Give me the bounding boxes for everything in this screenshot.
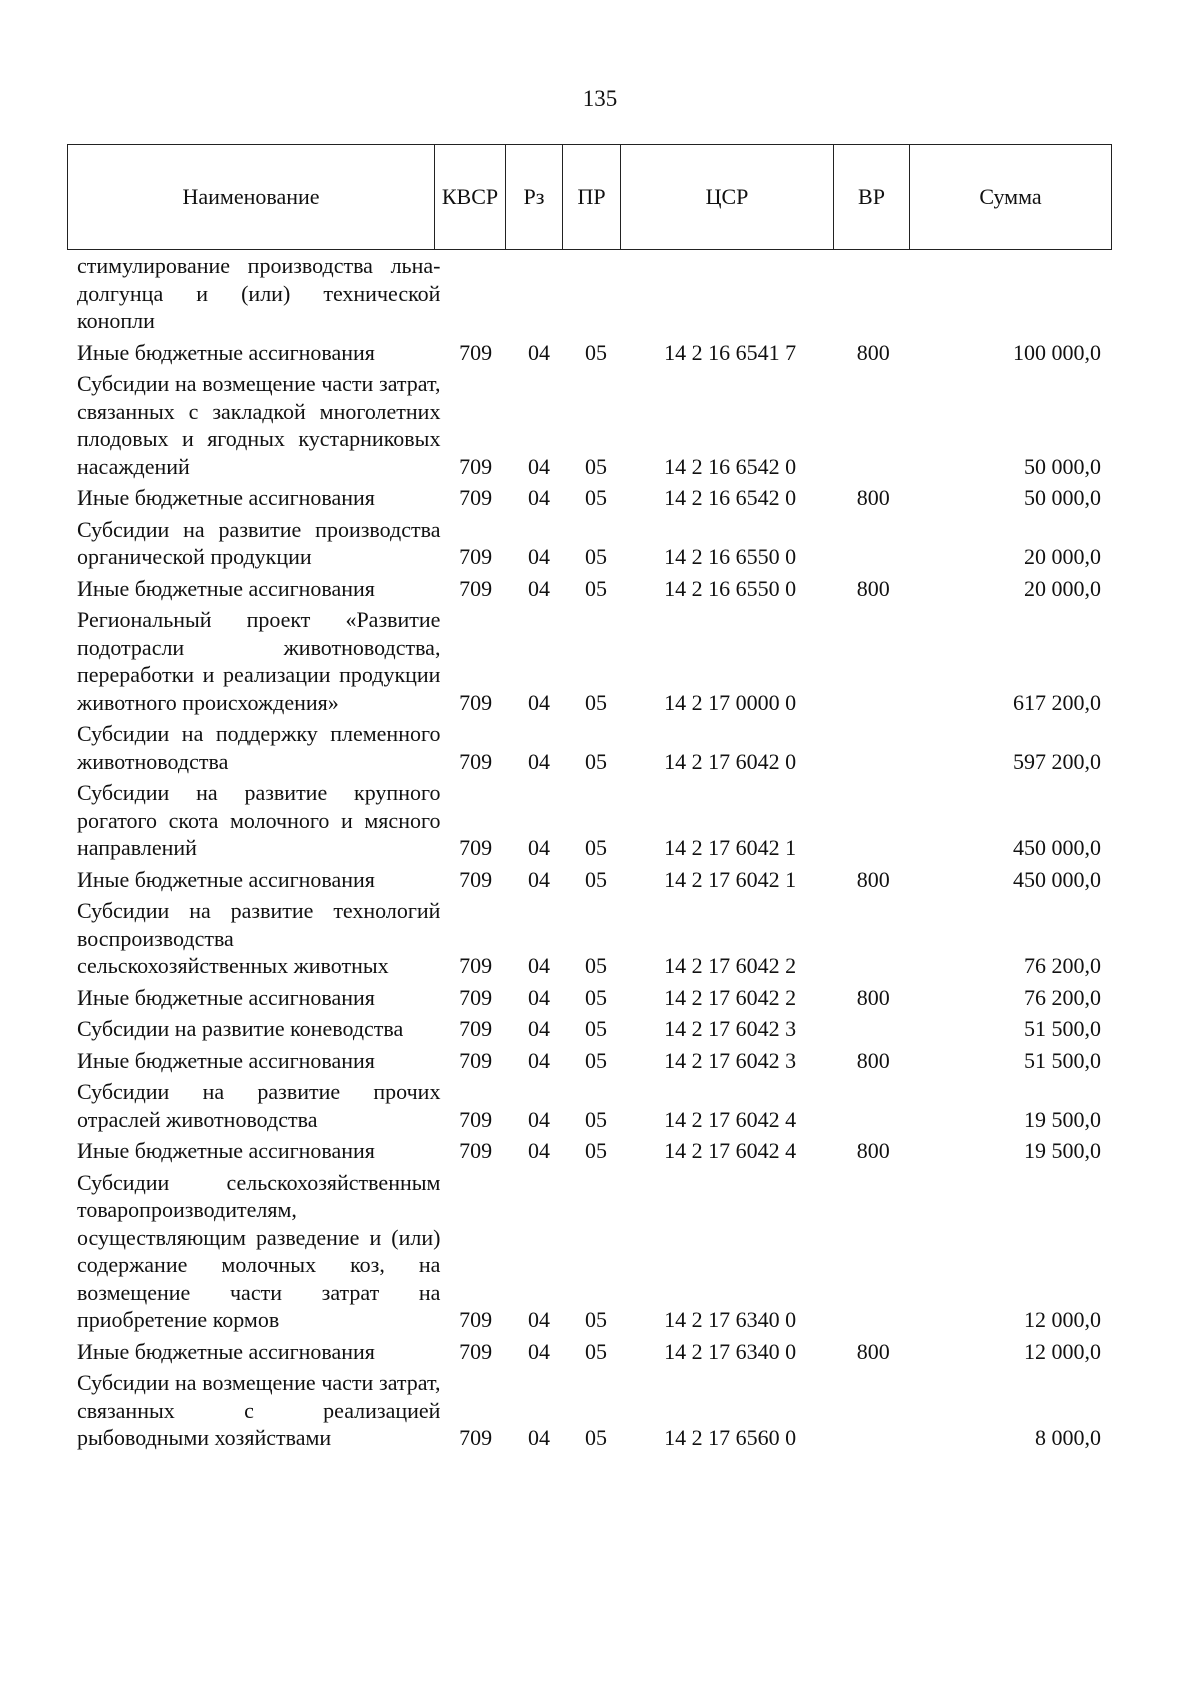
amount: 76 200,0 [1024, 984, 1101, 1010]
pr-code: 05 [584, 544, 607, 569]
table-row [67, 984, 1111, 1012]
amount: 100 000,0 [1013, 339, 1101, 365]
pr-code: 05 [584, 485, 607, 510]
pr-code: 05 [584, 453, 607, 479]
table-row [67, 1169, 1111, 1334]
table-row [67, 370, 1111, 480]
item-name: Иные бюджетные ассигнования [77, 1047, 375, 1073]
table-header [67, 144, 1112, 250]
amount: 597 200,0 [1013, 748, 1101, 774]
vr-code: 800 [856, 866, 890, 892]
table-row [67, 866, 1111, 894]
page-number: 135 [582, 86, 618, 111]
item-name: Субсидии на развитие производства органической продукции [77, 516, 441, 569]
table-row [67, 779, 1111, 862]
amount: 8 000,0 [1035, 1425, 1101, 1450]
item-name: Иные бюджетные ассигнования [77, 866, 375, 892]
rz-code: 04 [527, 1047, 550, 1073]
kvsr-code: 709 [459, 544, 493, 569]
kvsr-code: 709 [459, 866, 493, 892]
kvsr-code: 709 [459, 1307, 493, 1332]
csr-code: 14 2 17 6042 0 [664, 748, 797, 774]
kvsr-code: 709 [459, 689, 493, 715]
vr-code: 800 [856, 1338, 890, 1364]
table-row [67, 606, 1111, 716]
rz-code: 04 [527, 1016, 550, 1041]
rz-code: 04 [527, 1307, 550, 1332]
csr-code: 14 2 17 6340 0 [664, 1338, 797, 1364]
pr-code: 05 [584, 1338, 607, 1364]
kvsr-code: 709 [459, 1047, 493, 1073]
kvsr-code: 709 [459, 339, 493, 365]
table-row [67, 339, 1111, 367]
rz-code: 04 [527, 1425, 550, 1450]
item-name: стимулирование производства льна-долгунца и (или) технической конопли [77, 253, 441, 333]
header-rz: Рз [506, 145, 563, 250]
kvsr-code: 709 [459, 748, 493, 774]
rz-code: 04 [527, 485, 550, 510]
csr-code: 14 2 17 6042 1 [664, 866, 797, 892]
item-name: Субсидии на возмещение части затрат, связанных с реализацией рыбоводными хозяйствами [77, 1370, 441, 1450]
kvsr-code: 709 [459, 1016, 493, 1041]
pr-code: 05 [584, 689, 607, 715]
item-name: Субсидии сельскохозяйственным товаропроизводителям, осуществляющим разведение и (или) содержание молочных коз, на возмещение части затрат на приобретение кормов [77, 1169, 441, 1332]
kvsr-code: 709 [459, 575, 493, 601]
kvsr-code: 709 [459, 453, 493, 479]
amount: 51 500,0 [1024, 1047, 1101, 1073]
csr-code: 14 2 16 6542 0 [664, 453, 797, 479]
item-name: Иные бюджетные ассигнования [77, 575, 375, 601]
amount: 450 000,0 [1013, 835, 1101, 860]
header-name: Наименование [68, 145, 435, 250]
amount: 50 000,0 [1024, 453, 1101, 479]
amount: 20 000,0 [1024, 544, 1101, 569]
pr-code: 05 [584, 953, 607, 978]
item-name: Субсидии на развитие крупного рогатого скота молочного и мясного направлений [77, 780, 441, 860]
rz-code: 04 [527, 575, 550, 601]
amount: 19 500,0 [1024, 1138, 1101, 1163]
table-row [67, 720, 1111, 775]
rz-code: 04 [527, 1338, 550, 1364]
item-name: Региональный проект «Развитие подотрасли животноводства, переработки и реализации продукции животного происхождения» [77, 607, 441, 715]
pr-code: 05 [584, 1425, 607, 1450]
csr-code: 14 2 17 6340 0 [664, 1307, 797, 1332]
item-name: Субсидии на развитие технологий воспроизводства сельскохозяйственных животных [77, 898, 441, 978]
rz-code: 04 [527, 1138, 550, 1163]
csr-code: 14 2 17 6042 3 [664, 1016, 797, 1041]
table-row [67, 1137, 1111, 1165]
vr-code: 800 [856, 485, 890, 510]
rz-code: 04 [527, 453, 550, 479]
pr-code: 05 [584, 1106, 607, 1132]
table-row [67, 484, 1111, 512]
csr-code: 14 2 17 6042 3 [664, 1047, 797, 1073]
csr-code: 14 2 16 6541 7 [664, 339, 797, 365]
table-row [67, 252, 1111, 335]
item-name: Субсидии на возмещение части затрат, связанных с закладкой многолетних плодовых и ягодных кустарниковых насаждений [77, 371, 441, 479]
pr-code: 05 [584, 1016, 607, 1041]
table-row [67, 575, 1111, 603]
vr-code: 800 [856, 339, 890, 365]
amount: 50 000,0 [1024, 485, 1101, 510]
rz-code: 04 [527, 953, 550, 978]
rz-code: 04 [527, 544, 550, 569]
item-name: Иные бюджетные ассигнования [77, 1338, 375, 1364]
amount: 12 000,0 [1024, 1338, 1101, 1364]
table-row [67, 1047, 1111, 1075]
pr-code: 05 [584, 575, 607, 601]
csr-code: 14 2 17 6042 2 [664, 984, 797, 1010]
amount: 19 500,0 [1024, 1106, 1101, 1132]
kvsr-code: 709 [459, 1338, 493, 1364]
pr-code: 05 [584, 1047, 607, 1073]
pr-code: 05 [584, 339, 607, 365]
pr-code: 05 [584, 866, 607, 892]
pr-code: 05 [584, 748, 607, 774]
table-row [67, 1078, 1111, 1133]
vr-code: 800 [856, 984, 890, 1010]
table-row [67, 1369, 1111, 1452]
kvsr-code: 709 [459, 1138, 493, 1163]
table-row [67, 516, 1111, 571]
rz-code: 04 [527, 866, 550, 892]
table-row [67, 897, 1111, 980]
csr-code: 14 2 17 6042 1 [664, 835, 797, 860]
rz-code: 04 [527, 984, 550, 1010]
vr-code: 800 [856, 575, 890, 601]
budget-table-body [67, 252, 1111, 1456]
rz-code: 04 [527, 748, 550, 774]
header-vr: ВР [834, 145, 910, 250]
kvsr-code: 709 [459, 953, 493, 978]
vr-code: 800 [856, 1047, 890, 1073]
kvsr-code: 709 [459, 485, 493, 510]
amount: 51 500,0 [1024, 1016, 1101, 1041]
pr-code: 05 [584, 1307, 607, 1332]
item-name: Субсидии на развитие прочих отраслей животноводства [77, 1079, 441, 1132]
csr-code: 14 2 17 6042 2 [664, 953, 797, 978]
table-row [67, 1338, 1111, 1366]
item-name: Иные бюджетные ассигнования [77, 984, 375, 1010]
item-name: Субсидии на поддержку племенного животноводства [77, 721, 441, 774]
header-csr: ЦСР [621, 145, 834, 250]
kvsr-code: 709 [459, 835, 493, 860]
amount: 20 000,0 [1024, 575, 1101, 601]
amount: 450 000,0 [1013, 866, 1101, 892]
amount: 617 200,0 [1013, 689, 1101, 715]
item-name: Иные бюджетные ассигнования [77, 1138, 375, 1163]
item-name: Иные бюджетные ассигнования [77, 339, 375, 365]
header-pr: ПР [563, 145, 621, 250]
pr-code: 05 [584, 835, 607, 860]
header-kvsr: КВСР [435, 145, 506, 250]
amount: 76 200,0 [1024, 953, 1101, 978]
pr-code: 05 [584, 984, 607, 1010]
csr-code: 14 2 16 6550 0 [664, 544, 797, 569]
rz-code: 04 [527, 835, 550, 860]
pr-code: 05 [584, 1138, 607, 1163]
kvsr-code: 709 [459, 1106, 493, 1132]
csr-code: 14 2 16 6542 0 [664, 485, 797, 510]
rz-code: 04 [527, 1106, 550, 1132]
csr-code: 14 2 17 6042 4 [664, 1106, 797, 1132]
vr-code: 800 [856, 1138, 890, 1163]
item-name: Иные бюджетные ассигнования [77, 485, 375, 510]
rz-code: 04 [527, 689, 550, 715]
item-name: Субсидии на развитие коневодства [77, 1016, 404, 1041]
table-row [67, 1015, 1111, 1043]
kvsr-code: 709 [459, 1425, 493, 1450]
amount: 12 000,0 [1024, 1307, 1101, 1332]
rz-code: 04 [527, 339, 550, 365]
csr-code: 14 2 17 0000 0 [664, 689, 797, 715]
csr-code: 14 2 17 6560 0 [664, 1425, 797, 1450]
header-sum: Сумма [910, 145, 1112, 250]
csr-code: 14 2 16 6550 0 [664, 575, 797, 601]
csr-code: 14 2 17 6042 4 [664, 1138, 797, 1163]
kvsr-code: 709 [459, 984, 493, 1010]
